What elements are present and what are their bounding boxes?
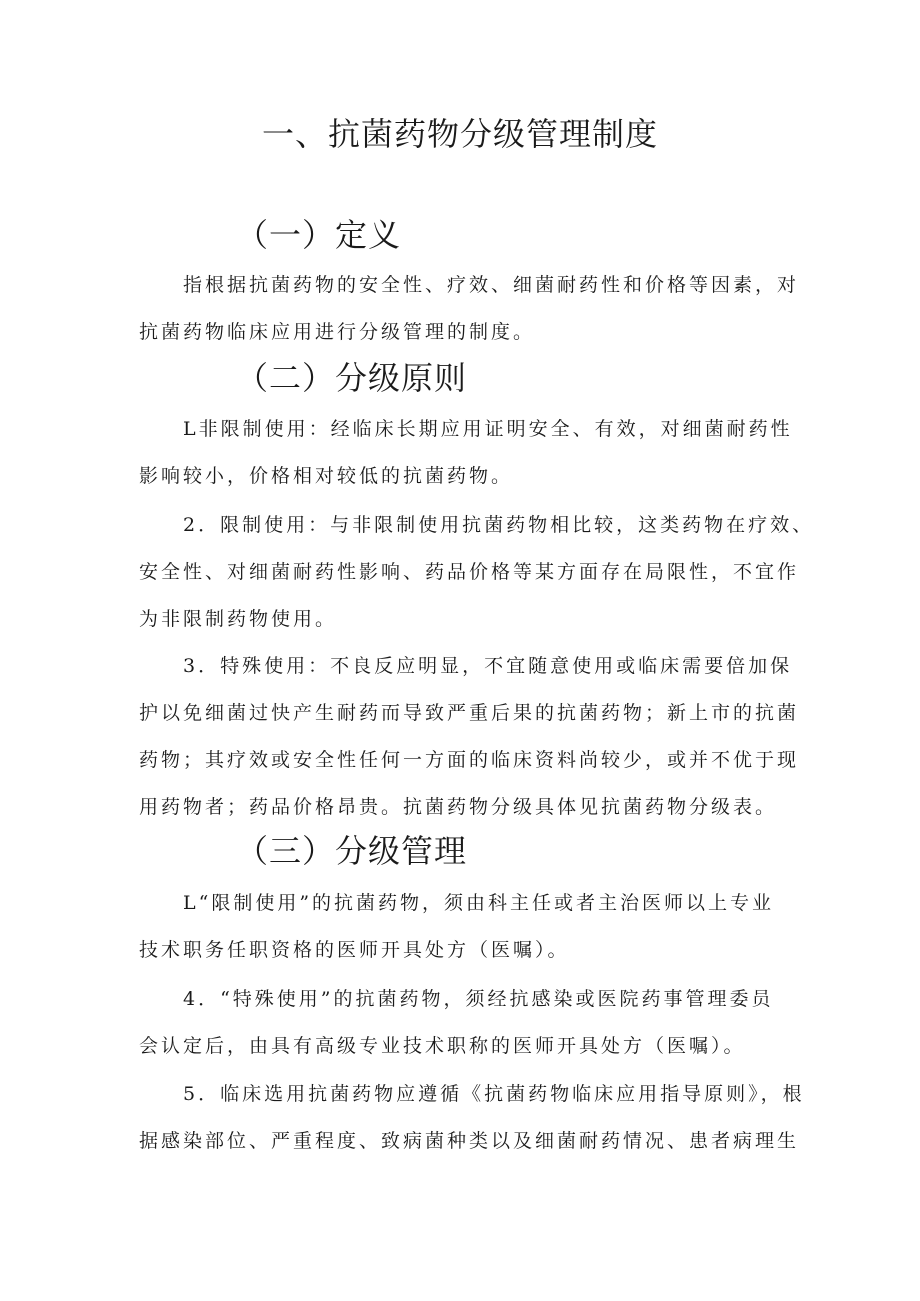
paragraph-special-use-prescription [139,976,799,1070]
paragraph-line: 药物；其疗效或安全性任何一方面的临床资料尚较少，或并不优于现 [139,749,800,771]
paragraph-line: L“限制使用”的抗菌药物，须由科主任或者主治医师以上专业 [183,892,775,914]
paragraph-line: 用药物者；药品价格昂贵。抗菌药物分级具体见抗菌药物分级表。 [139,796,778,818]
paragraph-non-restricted-use [139,406,799,500]
paragraph-line: 安全性、对细菌耐药性影响、药品价格等某方面存在局限性，不宜作 [139,561,800,583]
paragraph-line: 2．限制使用：与非限制使用抗菌药物相比较，这类药物在疗效、 [183,514,815,536]
paragraph-line: L非限制使用：经临床长期应用证明安全、有效，对细菌耐药性 [183,418,793,440]
paragraph-line: 3．特殊使用：不良反应明显，不宜随意使用或临床需要倍加保 [183,655,793,677]
paragraph-line: 4．“特殊使用”的抗菌药物，须经抗感染或医院药事管理委员 [183,988,774,1010]
document-title: 一、抗菌药物分级管理制度 [261,115,658,153]
section-heading-classification-management: （三）分级管理 [236,832,468,870]
paragraph-line: 5．临床选用抗菌药物应遵循《抗菌药物临床应用指导原则》，根 [183,1083,805,1105]
section-heading-definition: （一）定义 [236,216,402,254]
paragraph-line: 技术职务任职资格的医师开具处方（医嘱）。 [139,939,570,961]
paragraph-definition [139,262,799,356]
paragraph-line: 指根据抗菌药物的安全性、疗效、细菌耐药性和价格等因素，对 [183,274,800,296]
paragraph-line: 据感染部位、严重程度、致病菌种类以及细菌耐药情况、患者病理生 [139,1130,800,1152]
paragraph-line: 会认定后，由具有高级专业技术职称的医师开具处方（医嘱）。 [139,1035,746,1057]
paragraph-line: 为非限制药物使用。 [139,608,338,630]
paragraph-restricted-use [139,502,815,643]
paragraph-line: 护以免细菌过快产生耐药而导致严重后果的抗菌药物；新上市的抗菌 [139,702,800,724]
paragraph-restricted-use-prescription [139,880,799,974]
paragraph-special-use [139,643,799,831]
paragraph-line: 影响较小，价格相对较低的抗菌药物。 [139,465,514,487]
section-heading-classification-principles: （二）分级原则 [236,359,468,397]
paragraph-line: 抗菌药物临床应用进行分级管理的制度。 [139,321,536,343]
paragraph-clinical-selection [139,1071,805,1165]
